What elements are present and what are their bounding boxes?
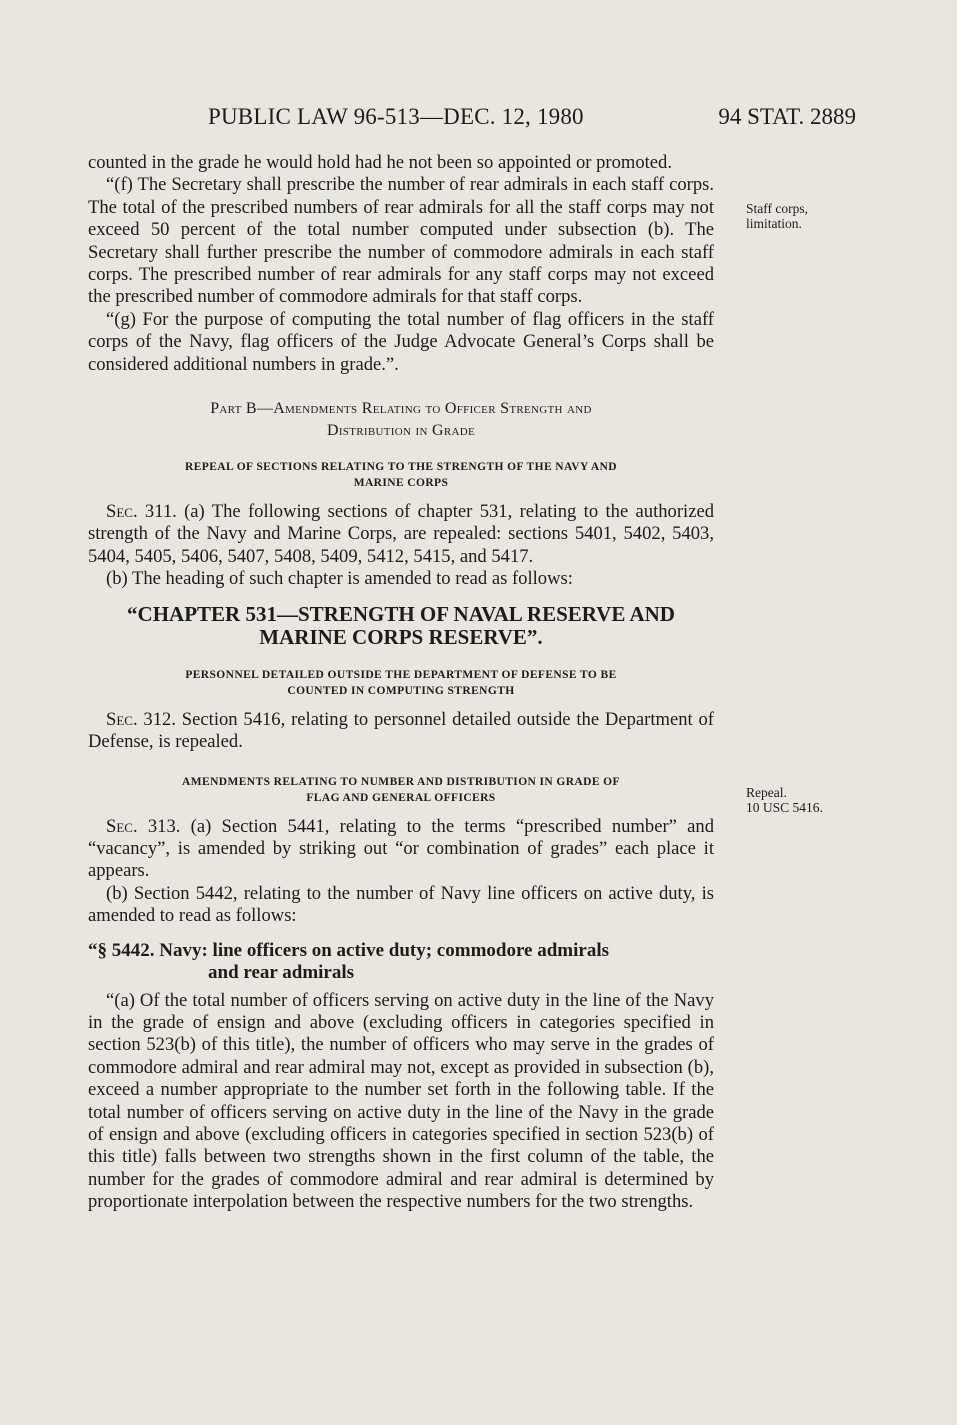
sec-311-text-a: . 311. (a) The following sections of chapter 531, relating to the authorized strength of the Navy and Marine Corps, are repealed: sections 5401, 5402, 5403, 5404, 5405, 5406, 5407, 5408, 5409, 5412, 5415, and 5417. (88, 501, 714, 567)
margin-note-staff-corps-line2: limitation. (746, 216, 802, 231)
margin-note-staff-corps-line1: Staff corps, (746, 201, 808, 216)
sec-311-caption-line2: MARINE CORPS (353, 477, 449, 490)
section-5442-heading (88, 940, 714, 984)
part-b-heading (88, 398, 714, 442)
sec-label: Sec (106, 815, 133, 837)
sec-313-text-a: . 313. (a) Section 5441, relating to the terms “prescribed number” and “vacancy”, is amended by striking out “or combination of grades” each place it appears. (88, 815, 714, 882)
section-5442-heading-line2: and rear admirals (208, 961, 355, 983)
sec-313-caption-line2: FLAG AND GENERAL OFFICERS (306, 791, 496, 804)
sec-312-text: . 312. Section 5416, relating to personnel detailed outside the Department of Defense, is repealed. (88, 708, 714, 753)
sec-label: Sec (106, 501, 133, 523)
sec-311-paragraph-b: (b) The heading of such chapter is amended to read as follows: (106, 568, 573, 590)
section-5442-heading-line1: “§ 5442. Navy: line officers on active duty; commodore admirals (88, 939, 610, 961)
sec-312-caption (88, 667, 714, 699)
sec-312-caption-line2: COUNTED IN COMPUTING STRENGTH (287, 684, 515, 697)
subsection-f-paragraph: “(f) The Secretary shall prescribe the number of rear admirals in each staff corps. The total of the prescribed numbers of rear admirals for all the staff corps may not exceed 50 percent of the total number computed under subsection (b). The Secretary shall further prescribe the number of commodore admirals in each staff corps. The prescribed number of rear admirals for any staff corps may not exceed the prescribed number of commodore admirals for that staff corps. (88, 174, 714, 308)
chapter-531-heading-line2: MARINE CORPS RESERVE”. (259, 624, 543, 649)
margin-note-repeal (746, 785, 836, 815)
margin-note-staff-corps (746, 201, 836, 231)
margin-note-repeal-line1: Repeal. (746, 785, 787, 800)
sec-313-caption (88, 774, 714, 806)
chapter-531-heading (88, 603, 714, 649)
public-law-title: PUBLIC LAW 96-513—DEC. 12, 1980 (208, 104, 584, 129)
sec-313-caption-line1: AMENDMENTS RELATING TO NUMBER AND DISTRIBUTION IN GRADE OF (182, 775, 620, 788)
section-5442-paragraph-a: “(a) Of the total number of officers serving on active duty in the line of the Navy in the grade of ensign and above (excluding officers in categories specified in section 523(b) of this title), the number of officers who may serve in the grades of commodore admiral and rear admiral may not, except as provided in subsection (b), exceed a number appropriate to the number set forth in the following table. If the total number of officers serving on active duty in the line of the Navy in the grade of ensign and above (excluding officers in categories specified in section 523(b) of this title) falls between two strengths shown in the first column of the table, the number for the grades of commodore admiral and rear admiral is determined by proportionate interpolation between the respective numbers for the two strengths. (88, 989, 714, 1213)
chapter-531-heading-line1: “CHAPTER 531—STRENGTH OF NAVAL RESERVE AND (127, 601, 675, 626)
statute-page-number: 94 STAT. 2889 (718, 104, 856, 129)
sec-label: Sec (106, 708, 133, 730)
sec-311-paragraph-a (88, 501, 714, 568)
page-header (88, 104, 856, 136)
sec-312-paragraph (88, 709, 714, 754)
part-b-heading-line2: Distribution in Grade (326, 422, 475, 440)
margin-note-repeal-line2: 10 USC 5416. (746, 800, 823, 815)
sec-311-caption-line1: REPEAL OF SECTIONS RELATING TO THE STRENGTH OF THE NAVY AND (185, 461, 617, 474)
main-text-column (88, 152, 714, 1214)
subsection-g-paragraph: “(g) For the purpose of computing the total number of flag officers in the staff corps of the Navy, flag officers of the Judge Advocate General’s Corps shall be considered additional numbers in grade.”. (88, 308, 714, 375)
sec-311-caption (88, 459, 714, 491)
sec-312-caption-line1: PERSONNEL DETAILED OUTSIDE THE DEPARTMENT OF DEFENSE TO BE (185, 668, 617, 681)
sec-313-paragraph-b: (b) Section 5442, relating to the number of Navy line officers on active duty, is amended to read as follows: (88, 882, 714, 927)
sec-313-paragraph-a (88, 816, 714, 883)
part-b-heading-line1: Part B—Amendments Relating to Officer Strength and (210, 400, 592, 418)
continued-paragraph: counted in the grade he would hold had he not been so appointed or promoted. (88, 152, 673, 173)
